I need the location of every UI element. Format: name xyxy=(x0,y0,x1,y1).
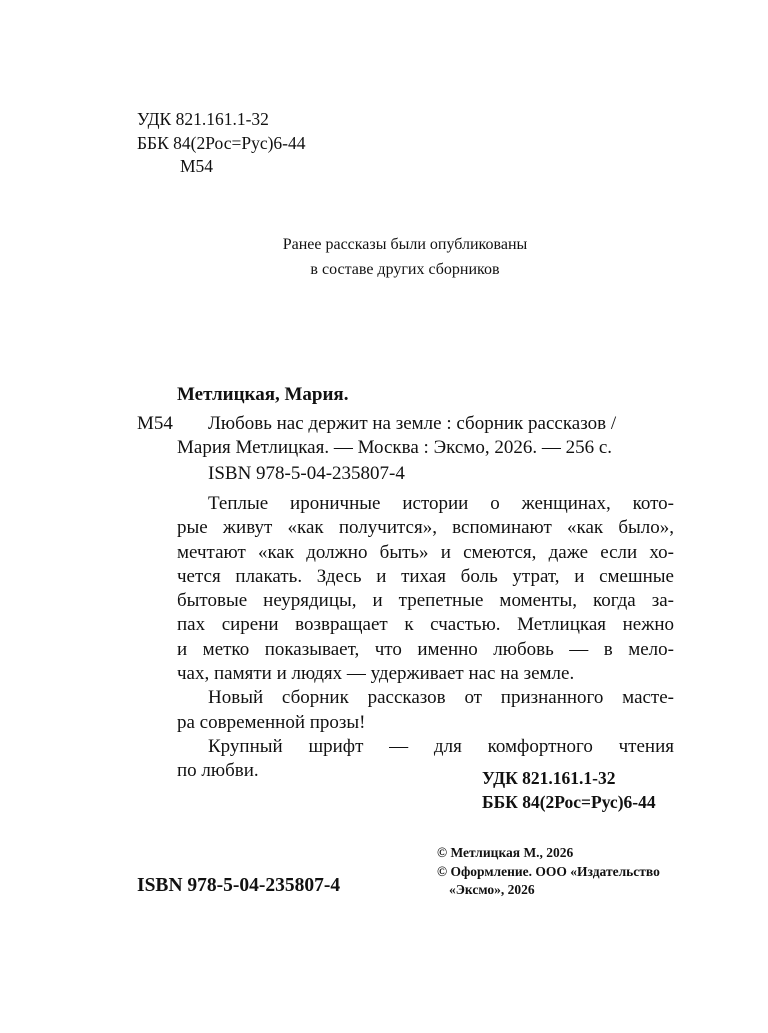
annotation xyxy=(177,492,674,784)
annotation-line: мечтают «как должно быть» и смеются, даже если хо- xyxy=(177,541,674,563)
publication-note-line-1: Ранее рассказы были опубликованы xyxy=(282,236,528,253)
isbn-bottom: ISBN 978-5-04-235807-4 xyxy=(137,875,341,896)
classification-codes-bottom xyxy=(482,767,656,814)
author-mark: М54 xyxy=(180,156,214,176)
classification-codes-top xyxy=(137,108,306,179)
annotation-line: по любви. xyxy=(177,760,259,782)
annotation-line: ра современной прозы! xyxy=(177,711,366,733)
annotation-line: Крупный шрифт — для комфортного чтения xyxy=(208,735,674,757)
record-author-mark: М54 xyxy=(137,413,173,434)
bbk-code: ББК 84(2Рос=Рус)6-44 xyxy=(137,132,306,153)
publication-note xyxy=(160,232,650,282)
annotation-line: Новый сборник рассказов от признанного масте- xyxy=(208,687,674,709)
annotation-line: бытовые неурядицы, и трепетные моменты, когда за- xyxy=(177,590,674,612)
record-author: Метлицкая, Мария. xyxy=(177,384,349,405)
copyright-notice xyxy=(437,844,660,900)
udk-code: УДК 821.161.1-32 xyxy=(482,768,616,788)
copyright-line-1: © Метлицкая М., 2026 xyxy=(437,845,574,860)
annotation-line: и метко показывает, что именно любовь — в мело- xyxy=(177,638,674,660)
annotation-line: Теплые ироничные истории о женщинах, кото- xyxy=(208,493,674,514)
annotation-line: чах, памяти и людях — удерживает нас на земле. xyxy=(177,663,575,685)
bbk-code: ББК 84(2Рос=Рус)6-44 xyxy=(482,791,656,812)
record-title-line-1: Любовь нас держит на земле : сборник рассказов / xyxy=(208,413,617,434)
publication-note-line-2: в составе других сборников xyxy=(310,261,500,278)
annotation-line: чется плакать. Здесь и тихая боль утрат, и смешные xyxy=(177,565,674,587)
copyright-line-2: © Оформление. ООО «Издательство xyxy=(437,863,660,879)
record-title xyxy=(177,412,674,460)
udk-code: УДК 821.161.1-32 xyxy=(137,109,269,129)
copyright-line-3: «Эксмо», 2026 xyxy=(449,882,535,897)
annotation-line: рые живут «как получится», вспоминают «как было», xyxy=(177,517,674,539)
record-title-line-2: Мария Метлицкая. — Москва : Эксмо, 2026. — 256 с. xyxy=(177,437,613,458)
annotation-line: пах сирени возвращает к счастью. Метлицкая нежно xyxy=(177,614,674,636)
record-isbn: ISBN 978-5-04-235807-4 xyxy=(208,463,405,484)
